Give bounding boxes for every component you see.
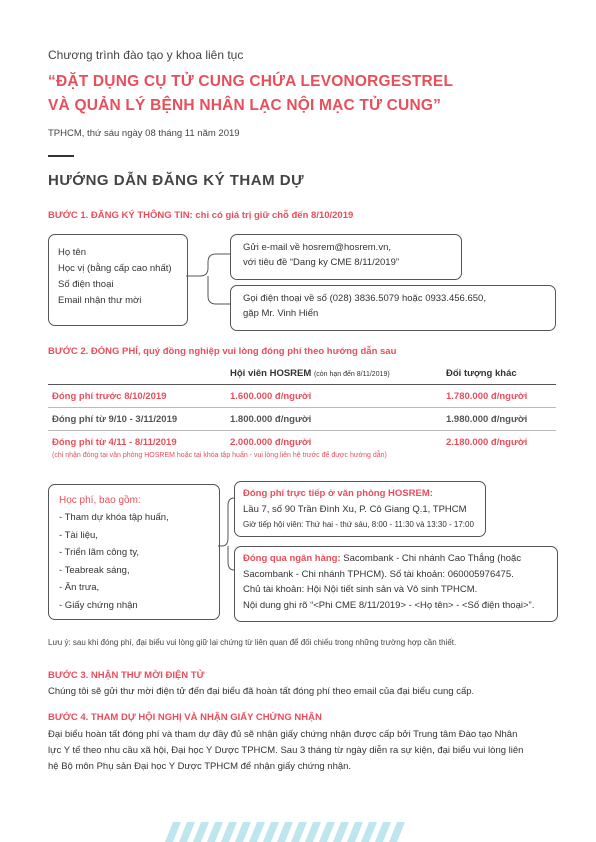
fee-includes-list (49, 508, 219, 614)
col-member-note: (còn hạn đến 8/11/2019) (313, 371, 390, 378)
pay-office-hours: Giờ tiếp hội viên: Thứ hai - thứ sáu, 8:00 - 11:30 và 13:30 - 17:00 (243, 520, 474, 529)
fee-includes-title: Học phí, bao gồm: (59, 495, 141, 506)
list-item: - Tài liệu, (59, 529, 98, 541)
section-title: HƯỚNG DẪN ĐĂNG KÝ THAM DỰ (48, 172, 305, 189)
email-line-2: với tiêu đề “Dang ky CME 8/11/2019” (243, 257, 400, 268)
fee-includes-box (48, 484, 220, 620)
step4-line-2: lực Y tế theo nhu cầu xã hội, Đại học Y Dược TPHCM. Sau 3 tháng từ ngày diễn ra sự kiện, đại biểu vui lòng liên (48, 745, 524, 756)
pay-office-box (234, 481, 486, 537)
list-item: - Ăn trưa, (59, 582, 100, 593)
email-option-box (230, 234, 462, 280)
field-phone: Số điện thoại (58, 279, 114, 290)
field-email: Email nhận thư mời (58, 295, 142, 306)
step2-heading: BƯỚC 2. ĐÓNG PHÍ, quý đồng nghiệp vui lòng đóng phí theo hướng dẫn sau (48, 346, 397, 357)
list-item: - Giấy chứng nhận (59, 599, 138, 611)
program-subtitle: Chương trình đào tạo y khoa liên tục (48, 48, 244, 62)
phone-line-2: gặp Mr. Vinh Hiển (243, 308, 319, 319)
fee-table (48, 368, 556, 453)
step1-heading: BƯỚC 1. ĐĂNG KÝ THÔNG TIN: chỉ có giá trị giữ chỗ đến 8/10/2019 (48, 210, 354, 221)
col-member-header: Hội viên HOSREM (còn hạn đến 8/11/2019) (230, 368, 390, 379)
list-item: - Tham dự khóa tập huấn, (59, 512, 169, 523)
pay-office-address: Lầu 7, số 90 Trần Đình Xu, P. Cô Giang Q.1, TPHCM (243, 503, 467, 515)
title-line-2: VÀ QUẢN LÝ BỆNH NHÂN LẠC NỘI MẠC TỬ CUNG” (48, 97, 442, 114)
pay-bank-line-3: Chủ tài khoản: Hội Nội tiết sinh sản và Vô sinh TPHCM. (243, 584, 478, 595)
list-item: - Teabreak sáng, (59, 564, 130, 576)
table-row: Đóng phí trước 8/10/2019 1.600.000 đ/người 1.780.000 đ/người (52, 391, 528, 402)
step3-text: Chúng tôi sẽ gửi thư mời điện tử đến đại biểu đã hoàn tất đóng phí theo email của đại biểu cung cấp. (48, 686, 475, 697)
step4-line-3: hệ Bộ môn Phụ sản Đại học Y Dược TPHCM để nhận giấy chứng nhận. (48, 761, 352, 772)
title-line-1: “ĐẶT DỤNG CỤ TỬ CUNG CHỨA LEVONORGESTREL (48, 73, 454, 90)
email-line-1: Gửi e-mail về hosrem@hosrem.vn, (243, 242, 391, 253)
page-title (48, 70, 453, 118)
col-other-header: Đối tượng khác (446, 368, 517, 379)
phone-line-1: Gọi điện thoại về số (028) 3836.5079 hoặc 0933.456.650, (243, 293, 486, 304)
list-item: - Triển lãm công ty, (59, 547, 140, 558)
phone-option-box (230, 285, 556, 331)
pay-bank-box (234, 546, 558, 622)
registration-fields-list (49, 235, 187, 309)
field-name: Họ tên (58, 247, 86, 258)
divider (48, 155, 74, 157)
pay-bank-line-1: Đóng qua ngân hàng: Sacombank - Chi nhánh Cao Thắng (hoặc (243, 553, 522, 564)
field-degree: Học vị (bằng cấp cao nhất) (58, 263, 172, 274)
step4-heading: BƯỚC 4. THAM DỰ HỘI NGHỊ VÀ NHẬN GIẤY CHỨNG NHẬN (48, 712, 322, 723)
step4-line-1: Đại biểu hoàn tất đóng phí và tham dự đầy đủ sẽ nhận giấy chứng nhận được cấp bởi Trung tâm Đào tạo Nhân (48, 729, 518, 740)
fee-table-note: (chỉ nhận đóng tại văn phòng HOSREM hoặc tại khóa tập huấn - vui lòng liên hệ trước để được hướng dẫn) (52, 452, 387, 459)
pay-bank-title: Đóng qua ngân hàng: (243, 553, 341, 564)
pay-bank-line-2: Sacombank - Chi nhánh TPHCM). Số tài khoản: 060005976475. (243, 568, 514, 580)
connector-brace (186, 230, 236, 330)
step4-text (48, 727, 558, 775)
pay-bank-line-4: Nội dung ghi rõ “<Phi CME 8/11/2019> - <Họ tên> - <Số điện thoại>”. (243, 599, 535, 611)
table-row: Đóng phí từ 9/10 - 3/11/2019 1.800.000 đ/người 1.980.000 đ/người (52, 414, 528, 425)
table-row: Đóng phí từ 4/11 - 8/11/2019 2.000.000 đ/người 2.180.000 đ/người (52, 437, 528, 448)
step3-heading: BƯỚC 3. NHẬN THƯ MỜI ĐIỆN TỬ (48, 670, 205, 681)
dateline: TPHCM, thứ sáu ngày 08 tháng 11 năm 2019 (48, 128, 240, 139)
pay-office-title: Đóng phí trực tiếp ở văn phòng HOSREM: (243, 488, 433, 499)
payment-note: Lưu ý: sau khi đóng phí, đại biểu vui lòng giữ lại chứng từ liên quan để đối chiếu trong những trường hợp cần thiết. (48, 638, 457, 647)
decorative-stripes (165, 822, 415, 842)
registration-fields-box (48, 234, 188, 326)
